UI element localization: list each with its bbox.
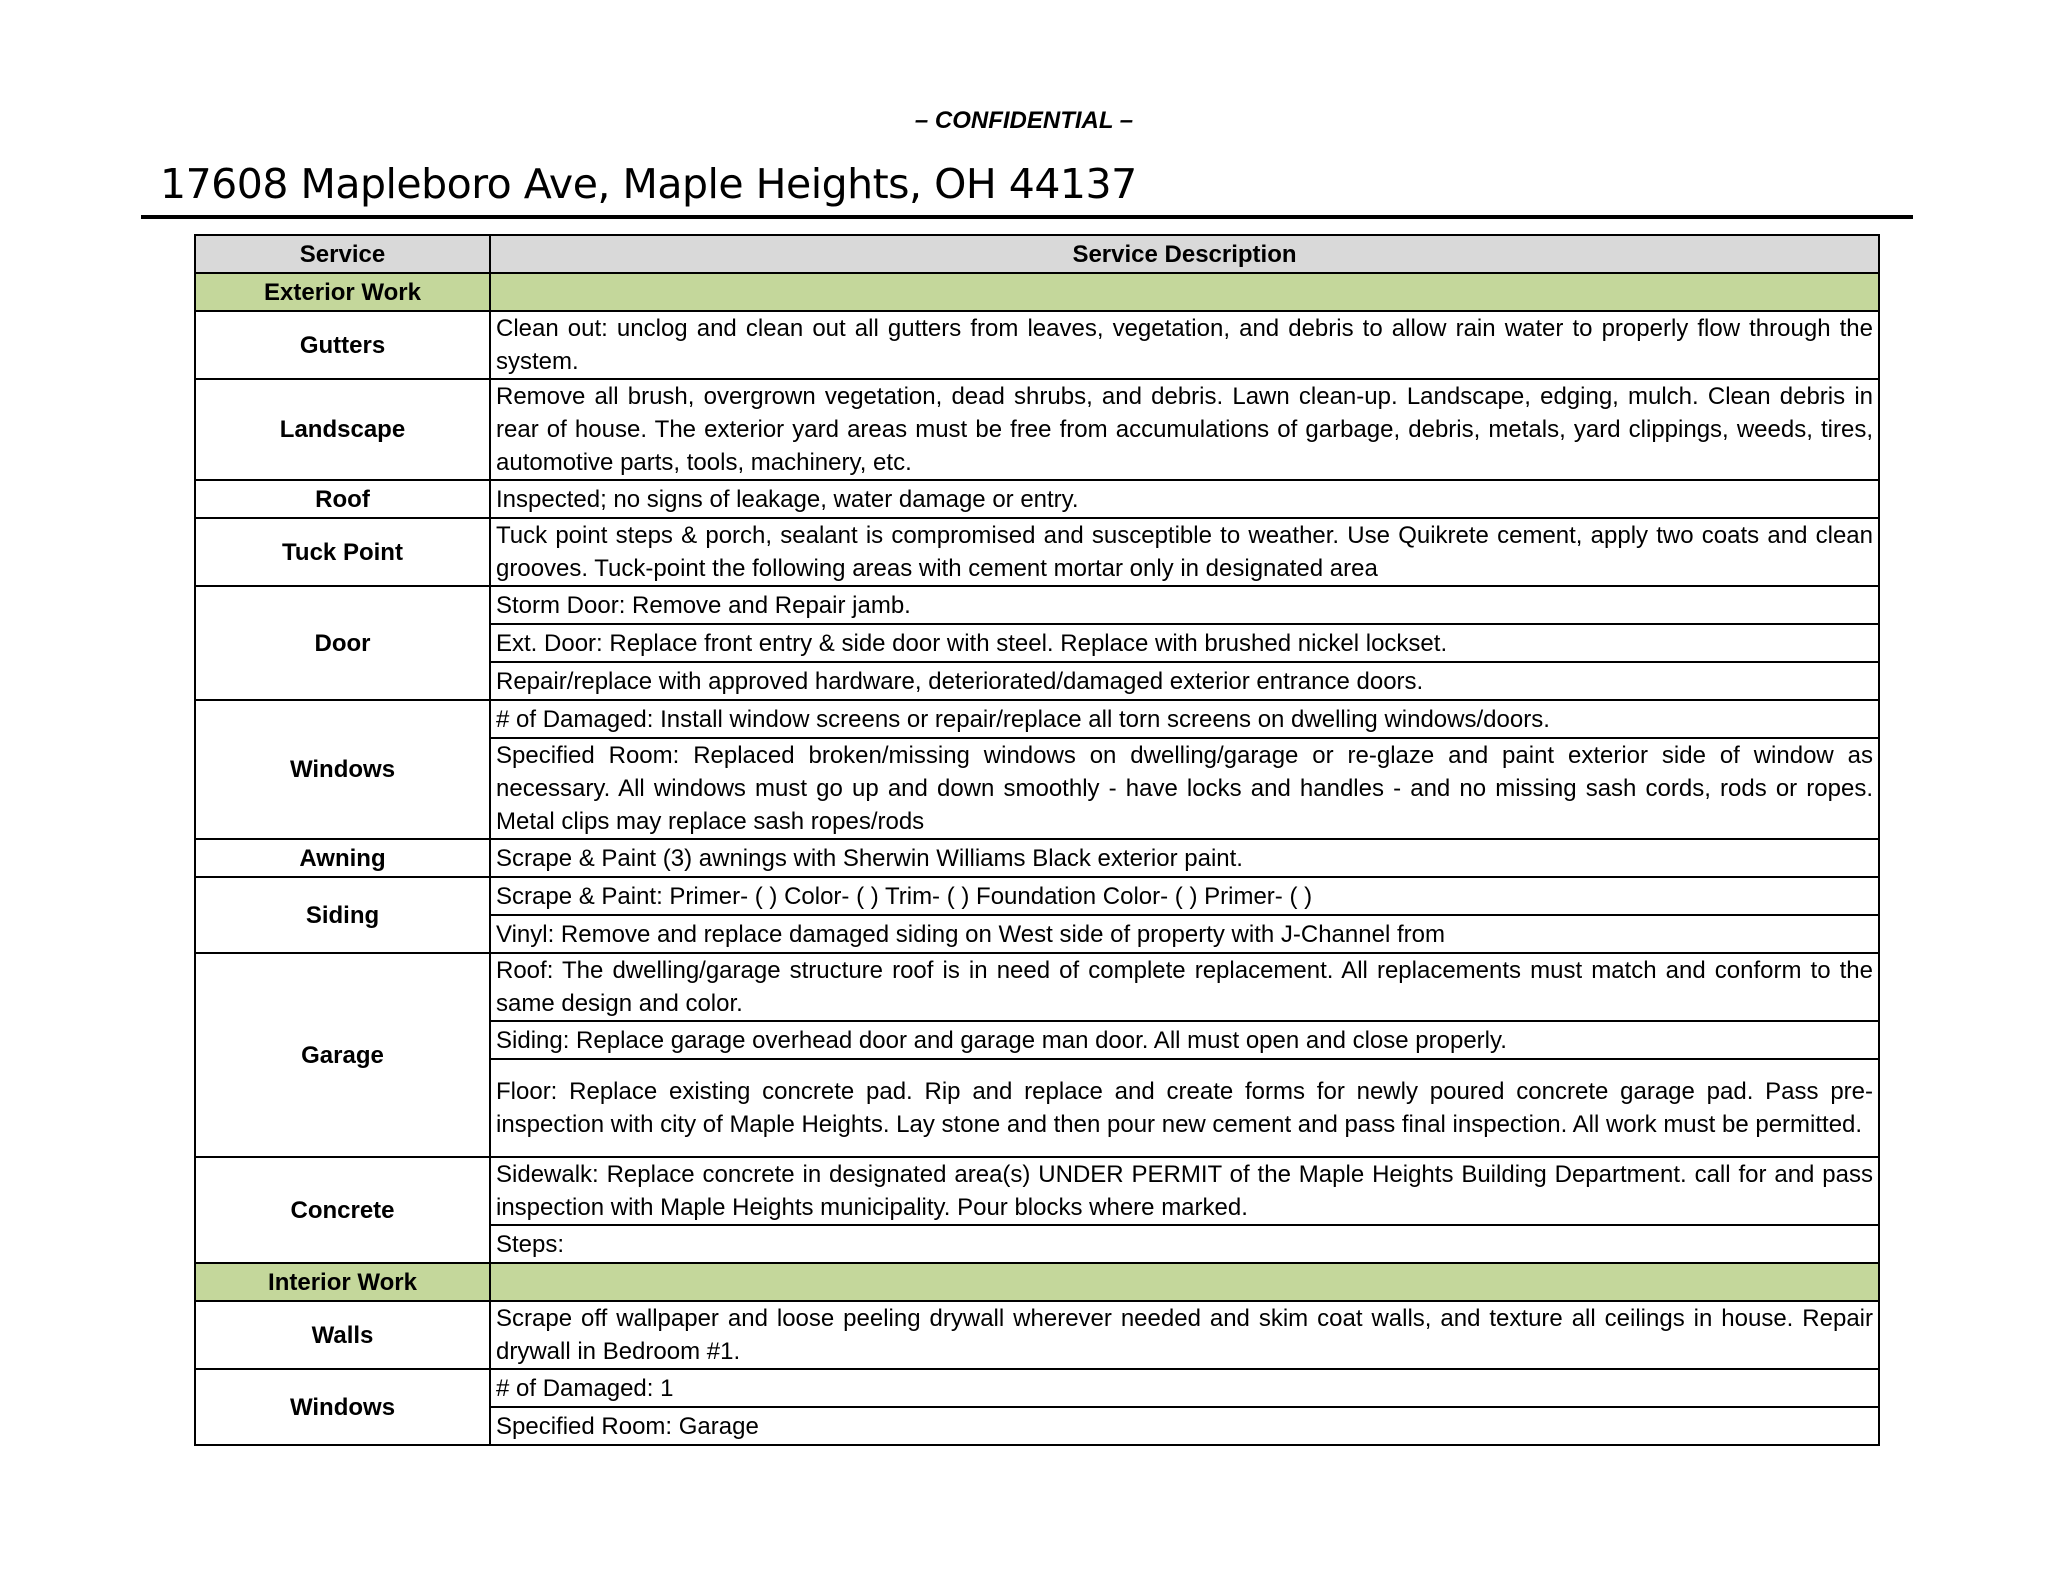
service-description: # of Damaged: Install window screens or repair/replace all torn screens on dwelling windows/doors. xyxy=(490,700,1879,738)
service-row-garage xyxy=(195,953,1879,1021)
service-row-gutters xyxy=(195,311,1879,379)
service-description: Scrape & Paint (3) awnings with Sherwin Williams Black exterior paint. xyxy=(490,839,1879,877)
column-header-description: Service Description xyxy=(490,235,1879,273)
section-filler xyxy=(490,273,1879,311)
services-table xyxy=(194,234,1880,1446)
service-description: Siding: Replace garage overhead door and garage man door. All must open and close properly. xyxy=(490,1021,1879,1059)
service-description: Floor: Replace existing concrete pad. Rip and replace and create forms for newly poured concrete garage pad. Pass pre-inspection with city of Maple Heights. Lay stone and then pour new cement and pass final inspection. All work must be permitted. xyxy=(490,1059,1879,1157)
service-name: Windows xyxy=(195,1369,490,1445)
service-description: Storm Door: Remove and Repair jamb. xyxy=(490,586,1879,624)
service-row-siding xyxy=(195,877,1879,915)
service-row-walls xyxy=(195,1301,1879,1369)
service-row-door xyxy=(195,586,1879,624)
service-name: Windows xyxy=(195,700,490,839)
confidential-label: – CONFIDENTIAL – xyxy=(914,107,1134,134)
service-description: Scrape & Paint: Primer- ( ) Color- ( ) Trim- ( ) Foundation Color- ( ) Primer- ( ) xyxy=(490,877,1879,915)
service-description: Repair/replace with approved hardware, deteriorated/damaged exterior entrance doors. xyxy=(490,662,1879,700)
service-row-windows xyxy=(195,700,1879,738)
service-description: # of Damaged: 1 xyxy=(490,1369,1879,1407)
service-row-tuck-point xyxy=(195,518,1879,586)
service-description: Remove all brush, overgrown vegetation, dead shrubs, and debris. Lawn clean-up. Landscape, edging, mulch. Clean debris in rear of house. The exterior yard areas must be free from accumulations of garbage, debris, metals, yard clippings, weeds, tires, automotive parts, tools, machinery, etc. xyxy=(490,379,1879,480)
service-name: Awning xyxy=(195,839,490,877)
service-description: Vinyl: Remove and replace damaged siding on West side of property with J-Channel from xyxy=(490,915,1879,953)
service-name: Roof xyxy=(195,480,490,518)
service-description: Ext. Door: Replace front entry & side door with steel. Replace with brushed nickel lockset. xyxy=(490,624,1879,662)
service-row-interior-windows xyxy=(195,1369,1879,1407)
service-row-awning xyxy=(195,839,1879,877)
section-title: Exterior Work xyxy=(195,273,490,311)
service-name: Tuck Point xyxy=(195,518,490,586)
section-row-interior-work xyxy=(195,1263,1879,1301)
section-row-exterior-work xyxy=(195,273,1879,311)
service-description: Specified Room: Replaced broken/missing windows on dwelling/garage or re-glaze and paint exterior side of window as necessary. All windows must go up and down smoothly - have locks and handles - and no missing sash cords, rods or ropes. Metal clips may replace sash ropes/rods xyxy=(490,738,1879,839)
table-header-row xyxy=(195,235,1879,273)
section-title: Interior Work xyxy=(195,1263,490,1301)
service-name: Door xyxy=(195,586,490,700)
service-row-landscape xyxy=(195,379,1879,480)
service-row-concrete xyxy=(195,1157,1879,1225)
title-divider xyxy=(141,215,1913,219)
column-header-service: Service xyxy=(195,235,490,273)
service-description: Steps: xyxy=(490,1225,1879,1263)
service-row-roof xyxy=(195,480,1879,518)
service-name: Gutters xyxy=(195,311,490,379)
service-description: Scrape off wallpaper and loose peeling drywall wherever needed and skim coat walls, and texture all ceilings in house. Repair drywall in Bedroom #1. xyxy=(490,1301,1879,1369)
service-name: Siding xyxy=(195,877,490,953)
service-description: Roof: The dwelling/garage structure roof is in need of complete replacement. All replacements must match and conform to the same design and color. xyxy=(490,953,1879,1021)
service-name: Concrete xyxy=(195,1157,490,1263)
section-filler xyxy=(490,1263,1879,1301)
service-description: Clean out: unclog and clean out all gutters from leaves, vegetation, and debris to allow rain water to properly flow through the system. xyxy=(490,311,1879,379)
service-description: Tuck point steps & porch, sealant is compromised and susceptible to weather. Use Quikrete cement, apply two coats and clean grooves. Tuck-point the following areas with cement mortar only in designated area xyxy=(490,518,1879,586)
service-name: Walls xyxy=(195,1301,490,1369)
service-description: Inspected; no signs of leakage, water damage or entry. xyxy=(490,480,1879,518)
property-address-title: 17608 Mapleboro Ave, Maple Heights, OH 44137 xyxy=(160,160,1137,208)
service-name: Garage xyxy=(195,953,490,1157)
service-name: Landscape xyxy=(195,379,490,480)
service-description: Specified Room: Garage xyxy=(490,1407,1879,1445)
service-description: Sidewalk: Replace concrete in designated area(s) UNDER PERMIT of the Maple Heights Building Department. call for and pass inspection with Maple Heights municipality. Pour blocks where marked. xyxy=(490,1157,1879,1225)
